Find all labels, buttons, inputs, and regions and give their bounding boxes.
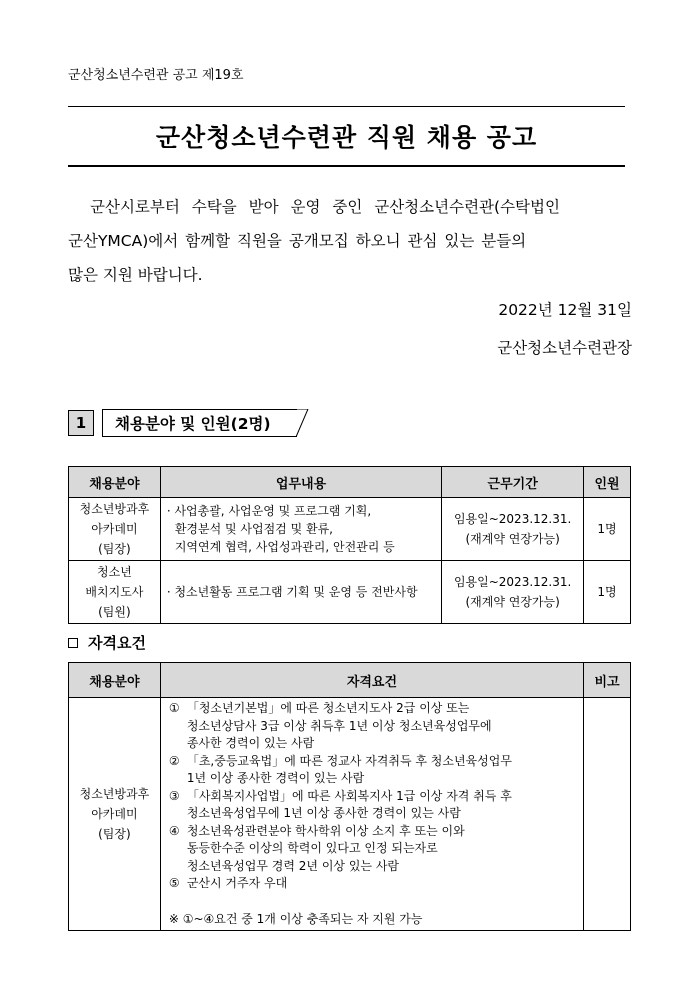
field-line: 청소년 [97,565,132,579]
duty-line: 지역연계 협력, 사업성과관리, 안전관리 등 [174,540,395,554]
requirement-line: 1년 이상 종사한 경력이 있는 사람 [186,771,365,785]
qualifications-table [68,662,631,931]
table-row [69,498,631,561]
table-row [69,698,631,931]
column-header: 비고 [584,663,631,698]
period-line: 임용일~2023.12.31. [453,575,572,589]
requirement-line: 동등한수준 이상의 학력이 있다고 인정 되는자로 [186,841,438,855]
duty-line: · 사업총괄, 사업운영 및 프로그램 기획, [166,504,372,518]
column-header: 인원 [584,467,631,498]
requirement-mark: ② [168,753,180,768]
requirement-note: ※ ①~④요건 중 1개 이상 충족되는 자 지원 가능 [168,911,423,926]
requirement-mark: ③ [168,788,180,803]
period-cell [442,561,584,624]
requirement-line: 군산시 거주자 우대 [186,876,288,890]
intro-line: 군산YMCA)에서 함께할 직원을 공개모집 하오니 관심 있는 분들의 [68,232,527,250]
qualifications-heading-text: 자격요건 [88,634,146,652]
column-header: 채용분야 [69,663,161,698]
positions-table [68,466,631,624]
period-cell [442,498,584,561]
notice-date: 2022년 12월 31일 [498,301,632,319]
requirement-item [169,875,575,893]
remark-cell [584,698,631,931]
section-1-header [68,408,297,438]
section-title-box [102,409,297,437]
column-header: 근무기간 [442,467,584,498]
qualifications-heading [68,632,146,653]
field-line: (팀장) [98,827,131,841]
title-box [68,106,625,167]
page-title: 군산청소년수련관 직원 채용 공고 [155,123,538,152]
requirement-line: 청소년육성업무 경력 2년 이상 있는 사람 [186,858,400,873]
period-line: (재계약 연장가능) [465,595,560,609]
section-number: 1 [68,410,94,436]
section-title: 채용분야 및 인원(2명) [115,415,271,433]
requirement-item [169,753,575,788]
duties-cell [160,498,441,561]
requirement-item [169,700,575,753]
field-line: 청소년방과후 [79,787,150,801]
field-line: (팀장) [98,542,131,556]
count-cell: 1명 [584,498,631,561]
intro-line: 많은 지원 바랍니다. [68,266,203,284]
signer: 군산청소년수련관장 [497,339,632,357]
table-header-row [69,663,631,698]
requirement-line: 「사회복지사업법」에 따른 사회복지사 1급 이상 자격 취득 후 [186,788,512,803]
column-header: 업무내용 [160,467,441,498]
field-line: 청소년방과후 [79,502,150,516]
table-row [69,561,631,624]
notice-number: 군산청소년수련관 공고 제19호 [68,68,244,83]
field-line: 아카데미 [91,522,138,536]
requirement-mark: ⑤ [168,876,180,890]
requirement-mark: ④ [168,823,180,838]
intro-line: 군산시로부터 수탁을 받아 운영 중인 군산청소년수련관(수탁법인 [90,198,560,216]
requirement-line: 「초,중등교육법」에 따른 정교사 자격취득 후 청소년육성업무 [186,753,512,768]
field-cell [69,561,161,624]
period-line: 임용일~2023.12.31. [453,512,572,526]
field-cell [69,698,161,931]
duty-line: 환경분석 및 사업점검 및 환류, [174,522,333,536]
requirements-cell [160,698,583,931]
requirement-line: 종사한 경력이 있는 사람 [186,736,315,750]
field-cell [69,498,161,561]
section-title-slant [295,409,309,437]
field-line: (팀원) [98,605,131,619]
square-bullet-icon [68,638,78,648]
requirement-line: 청소년육성관련분야 학사학위 이상 소지 후 또는 이와 [186,823,465,838]
period-line: (재계약 연장가능) [465,532,560,546]
requirement-item [169,823,575,876]
field-line: 아카데미 [91,807,138,821]
duties-cell [160,561,441,624]
requirement-line: 청소년상담사 3급 이상 취득후 1년 이상 청소년육성업무에 [186,718,492,733]
requirement-item [169,788,575,823]
column-header: 채용분야 [69,467,161,498]
requirement-line: 「청소년기본법」에 따른 청소년지도사 2급 이상 또는 [186,701,470,715]
requirement-line: 청소년육성업무에 1년 이상 종사한 경력이 있는 사람 [186,806,461,820]
count-cell: 1명 [584,561,631,624]
intro-paragraph [68,190,628,292]
duty-line: · 청소년활동 프로그램 기획 및 운영 등 전반사항 [166,585,418,599]
field-line: 배치지도사 [85,585,144,599]
requirement-mark: ① [168,701,180,715]
column-header: 자격요건 [160,663,583,698]
table-header-row [69,467,631,498]
